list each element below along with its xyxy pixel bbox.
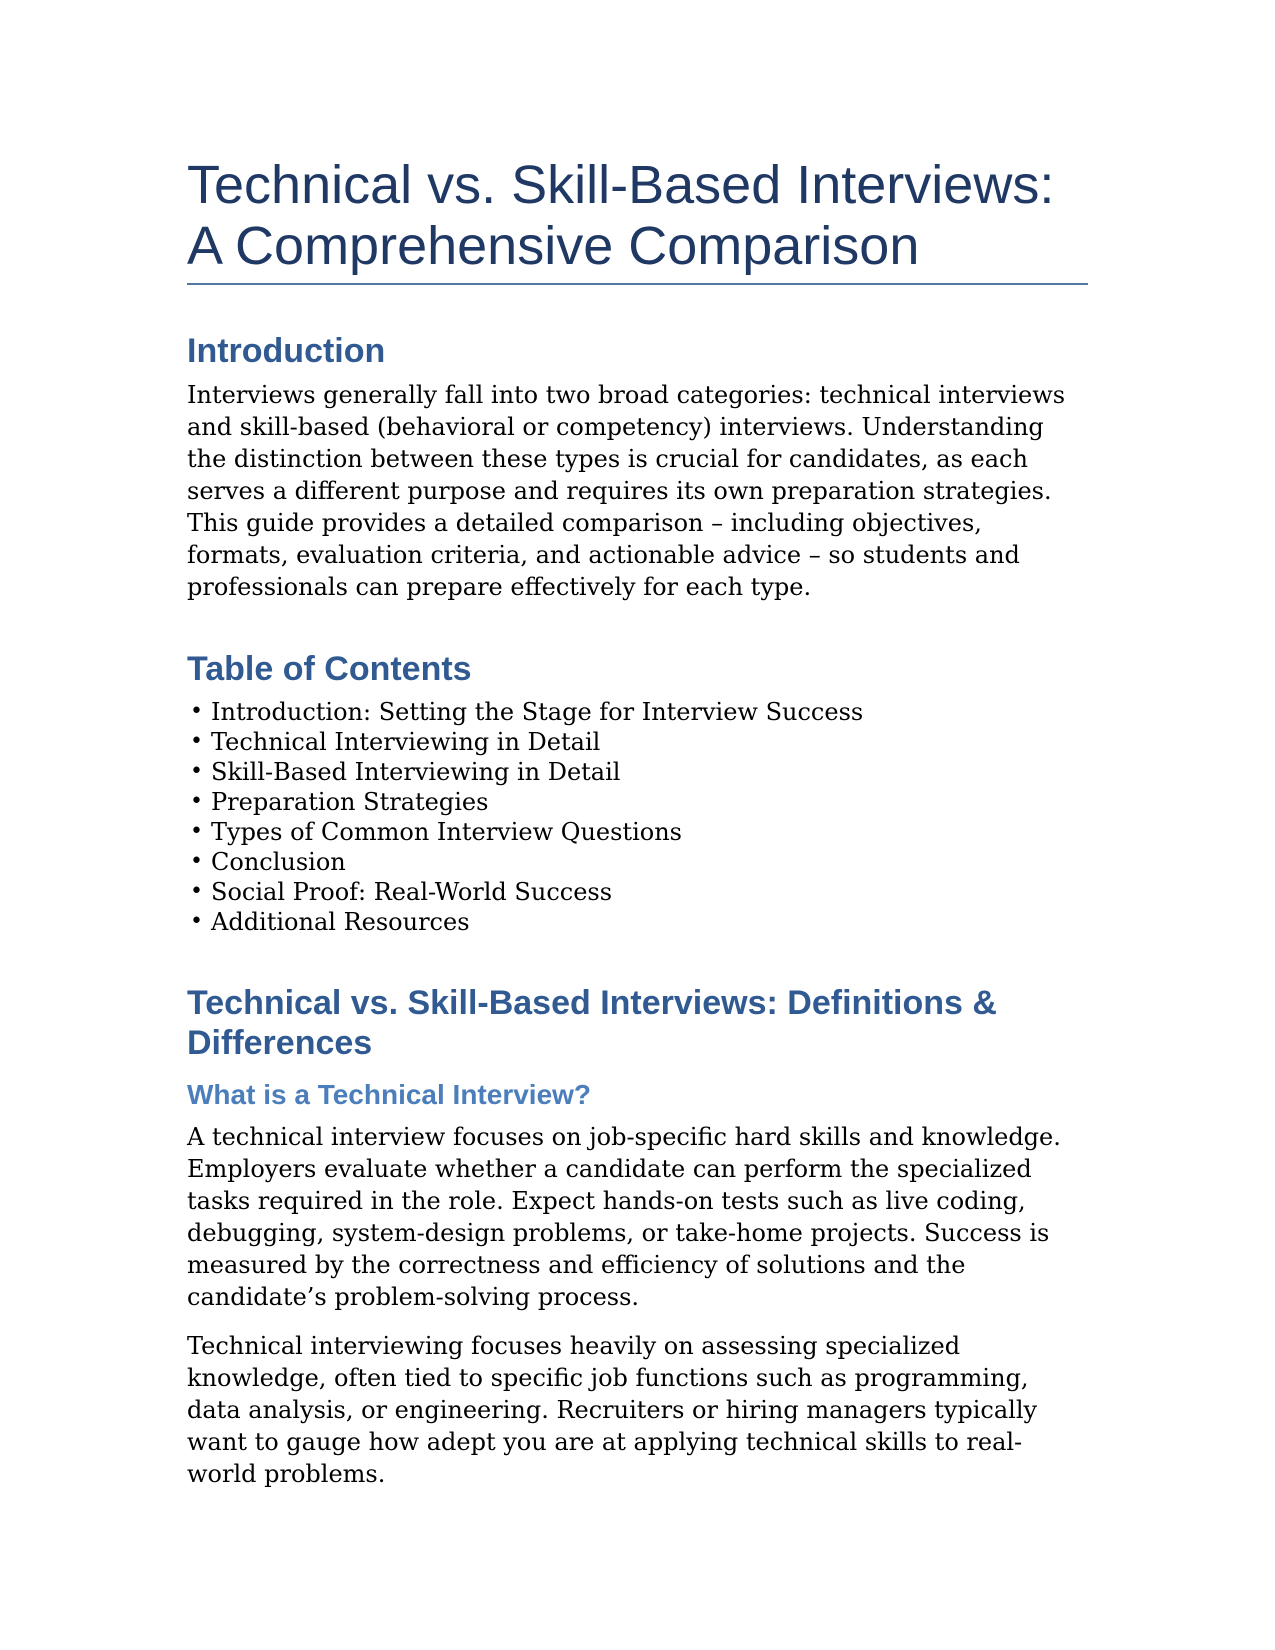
toc-item-label: Additional Resources <box>211 908 470 936</box>
toc-item <box>187 697 1088 727</box>
bullet-icon: • <box>190 729 203 754</box>
toc-item-label: Conclusion <box>211 848 346 876</box>
toc-item <box>187 817 1088 847</box>
bullet-icon: • <box>190 789 203 814</box>
document-title: Technical vs. Skill-Based Interviews: A Comprehensive Comparison <box>187 155 1088 285</box>
introduction-paragraph: Interviews generally fall into two broad categories: technical interviews and skill-based (behavioral or competency) interviews. Understanding the distinction between these types is crucial for candidates, as each serves a different purpose and requires its own preparation strategies. This guide provides a detailed comparison – including objectives, formats, evaluation criteria, and actionable advice – so students and professionals can prepare effectively for each type. <box>187 381 1066 601</box>
toc-item <box>187 907 1088 937</box>
toc-item <box>187 847 1088 877</box>
bullet-icon: • <box>190 699 203 724</box>
bullet-icon: • <box>190 849 203 874</box>
subsection-heading-what-is-technical-interview: What is a Technical Interview? <box>187 1079 592 1110</box>
section-heading-definitions-differences: Technical vs. Skill-Based Interviews: Definitions & Differences <box>187 984 997 1062</box>
toc-item-label: Introduction: Setting the Stage for Interview Success <box>211 698 864 726</box>
toc-item-label: Types of Common Interview Questions <box>211 818 682 846</box>
technical-interview-paragraph-1: A technical interview focuses on job-specific hard skills and knowledge. Employers evaluate whether a candidate can perform the specialized tasks required in the role. Expect hands-on tests such as live coding, debugging, system-design problems, or take-home projects. Success is measured by the correctness and efficiency of solutions and the candidate’s problem-solving process. <box>187 1123 1061 1311</box>
technical-interview-paragraph-2: Technical interviewing focuses heavily on assessing specialized knowledge, often tied to specific job functions such as programming, data analysis, or engineering. Recruiters or hiring managers typically want to gauge how adept you are at applying technical skills to real-world problems. <box>187 1332 1038 1488</box>
toc-item <box>187 727 1088 757</box>
bullet-icon: • <box>190 879 203 904</box>
toc-item-label: Skill-Based Interviewing in Detail <box>211 758 621 786</box>
toc-item <box>187 877 1088 907</box>
bullet-icon: • <box>190 819 203 844</box>
toc-item <box>187 757 1088 787</box>
section-heading-introduction: Introduction <box>187 332 386 370</box>
toc-item-label: Preparation Strategies <box>211 788 489 816</box>
section-heading-table-of-contents: Table of Contents <box>187 650 472 688</box>
toc-item-label: Technical Interviewing in Detail <box>211 728 601 756</box>
bullet-icon: • <box>190 759 203 784</box>
document-content <box>187 155 1088 1507</box>
toc-list <box>187 697 1088 937</box>
toc-item-label: Social Proof: Real-World Success <box>211 878 613 906</box>
bullet-icon: • <box>190 909 203 934</box>
toc-item <box>187 787 1088 817</box>
